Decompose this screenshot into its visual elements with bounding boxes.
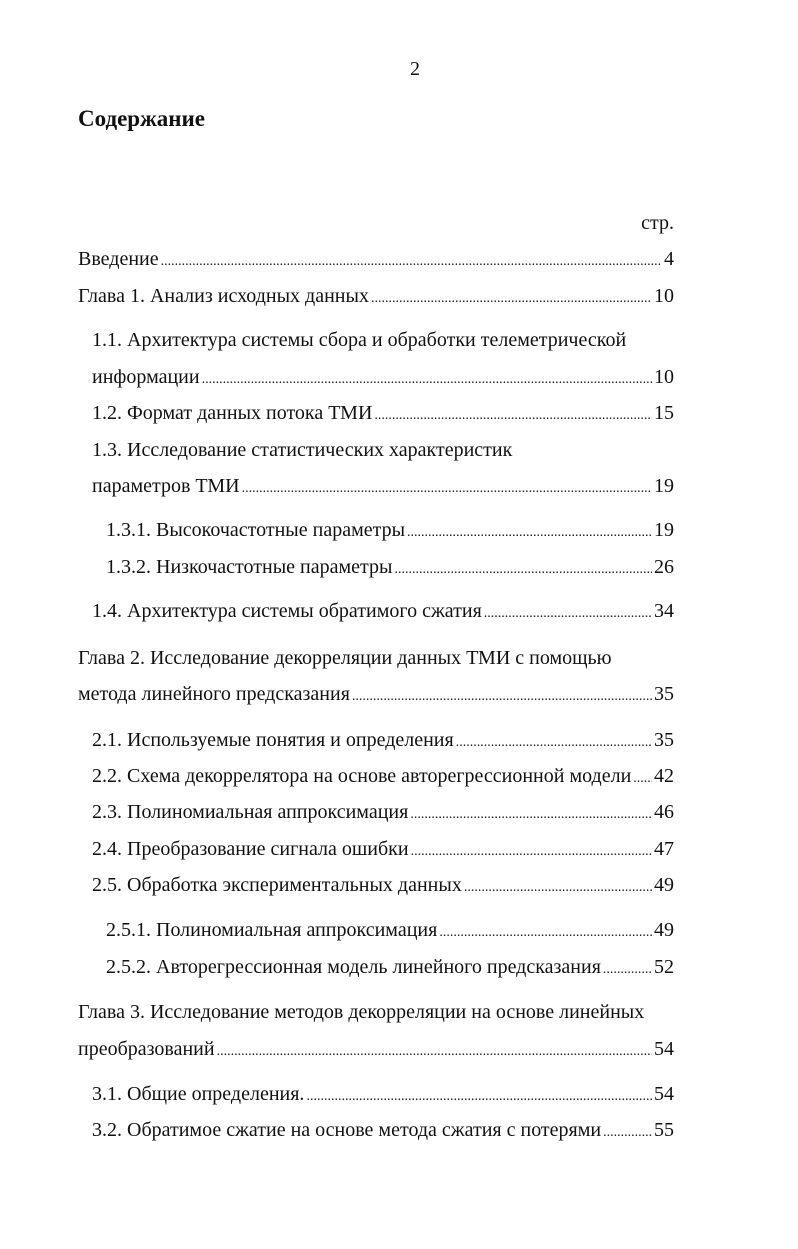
toc-entry-page: 4 bbox=[664, 248, 674, 270]
toc-leader bbox=[411, 842, 652, 862]
toc-entry-title: 1.2. Формат данных потока ТМИ bbox=[92, 402, 373, 424]
toc-entry[interactable] bbox=[106, 516, 674, 544]
toc-leader bbox=[306, 1087, 652, 1107]
toc-entry[interactable] bbox=[78, 1035, 674, 1063]
toc-entry-page: 35 bbox=[654, 683, 674, 705]
toc-leader bbox=[484, 604, 652, 624]
toc-entry[interactable] bbox=[78, 245, 674, 273]
page-column-header: стр. bbox=[641, 212, 674, 234]
toc-entry[interactable] bbox=[92, 726, 674, 754]
toc-leader bbox=[202, 370, 652, 390]
toc-entry-page: 19 bbox=[654, 475, 674, 497]
toc-entry-title: 2.5. Обработка экспериментальных данных bbox=[92, 874, 462, 896]
toc-entry[interactable] bbox=[92, 1080, 674, 1108]
toc-entry-title: 3.2. Обратимое сжатие на основе метода сжатия с потерями bbox=[92, 1119, 602, 1141]
toc-entry[interactable] bbox=[92, 1116, 674, 1144]
toc-entry-page: 46 bbox=[654, 801, 674, 823]
toc-entry-title: метода линейного предсказания bbox=[78, 683, 350, 705]
toc-entry-page: 19 bbox=[654, 519, 674, 541]
toc-entry-title: 1.3.2. Низкочастотные параметры bbox=[106, 556, 393, 578]
toc-entry-title: 1.4. Архитектура системы обратимого сжатия bbox=[92, 600, 482, 622]
toc-entry-page: 26 bbox=[654, 556, 674, 578]
toc-leader bbox=[407, 523, 652, 543]
toc-entry-title: информации bbox=[92, 366, 200, 388]
toc-entry[interactable] bbox=[106, 553, 674, 581]
toc-entry-page: 10 bbox=[654, 285, 674, 307]
toc-leader bbox=[242, 479, 652, 499]
toc-entry[interactable] bbox=[92, 762, 674, 790]
toc-leader bbox=[633, 769, 652, 789]
toc-entry[interactable] bbox=[92, 798, 674, 826]
toc-entry-page: 42 bbox=[654, 765, 674, 787]
toc-entry-page: 54 bbox=[654, 1083, 674, 1105]
toc-entry-title: 1.3.1. Высокочастотные параметры bbox=[106, 519, 406, 541]
toc-leader bbox=[464, 878, 652, 898]
toc-entry-page: 49 bbox=[654, 874, 674, 896]
toc-entry[interactable] bbox=[106, 916, 674, 944]
toc-entry[interactable] bbox=[92, 871, 674, 899]
toc-leader bbox=[394, 560, 652, 580]
toc-entry-title: 3.1. Общие определения. bbox=[92, 1083, 305, 1105]
toc-entry[interactable] bbox=[92, 363, 674, 391]
toc-entry-page: 47 bbox=[654, 838, 674, 860]
toc-leader bbox=[352, 687, 652, 707]
toc-entry-page: 52 bbox=[654, 956, 674, 978]
toc-leader bbox=[371, 289, 652, 309]
toc-entry-page: 49 bbox=[654, 919, 674, 941]
toc-entry-title: Глава 1. Анализ исходных данных bbox=[78, 285, 369, 307]
toc-leader bbox=[217, 1042, 652, 1062]
toc-leader bbox=[439, 923, 652, 943]
toc-entry-title-line1: Глава 2. Исследование декорреляции данных ТМИ с помощью bbox=[78, 647, 612, 669]
toc-leader bbox=[374, 406, 652, 426]
toc-entry-page: 34 bbox=[654, 600, 674, 622]
toc-entry-page: 15 bbox=[654, 402, 674, 424]
toc-entry-title: 2.2. Схема декоррелятора на основе авторегрессионной модели bbox=[92, 765, 632, 787]
toc-entry-title: преобразований bbox=[78, 1038, 215, 1060]
toc-entry-title-line1: 1.3. Исследование статистических характеристик bbox=[92, 439, 513, 461]
toc-entry-title: Введение bbox=[78, 248, 159, 270]
toc-leader bbox=[603, 1123, 652, 1143]
toc-entry-page: 35 bbox=[654, 729, 674, 751]
toc-entry[interactable] bbox=[78, 680, 674, 708]
toc-entry-title: 2.3. Полиномиальная аппроксимация bbox=[92, 801, 409, 823]
toc-entry-title: 2.5.2. Авторегрессионная модель линейного предсказания bbox=[106, 956, 601, 978]
toc-leader bbox=[161, 252, 662, 272]
toc-leader bbox=[410, 805, 652, 825]
toc-entry[interactable] bbox=[92, 472, 674, 500]
toc-entry-title: параметров ТМИ bbox=[92, 475, 240, 497]
toc-entry-title-line1: Глава 3. Исследование методов декорреляции на основе линейных bbox=[78, 1001, 645, 1023]
toc-entry-page: 55 bbox=[654, 1119, 674, 1141]
toc-entry-title: 2.5.1. Полиномиальная аппроксимация bbox=[106, 919, 438, 941]
toc-entry-page: 10 bbox=[654, 366, 674, 388]
toc-entry-page: 54 bbox=[654, 1038, 674, 1060]
toc-entry[interactable] bbox=[78, 282, 674, 310]
toc-entry[interactable] bbox=[92, 399, 674, 427]
toc-leader bbox=[603, 960, 652, 980]
toc-entry[interactable] bbox=[92, 835, 674, 863]
page-number: 2 bbox=[410, 58, 420, 80]
page-title: Содержание bbox=[78, 106, 205, 131]
toc-entry-title: 2.4. Преобразование сигнала ошибки bbox=[92, 838, 409, 860]
toc-leader bbox=[456, 733, 652, 753]
toc-entry[interactable] bbox=[106, 953, 674, 981]
toc-entry[interactable] bbox=[92, 597, 674, 625]
toc-entry-title-line1: 1.1. Архитектура системы сбора и обработки телеметрической bbox=[92, 329, 627, 351]
toc-entry-title: 2.1. Используемые понятия и определения bbox=[92, 729, 454, 751]
